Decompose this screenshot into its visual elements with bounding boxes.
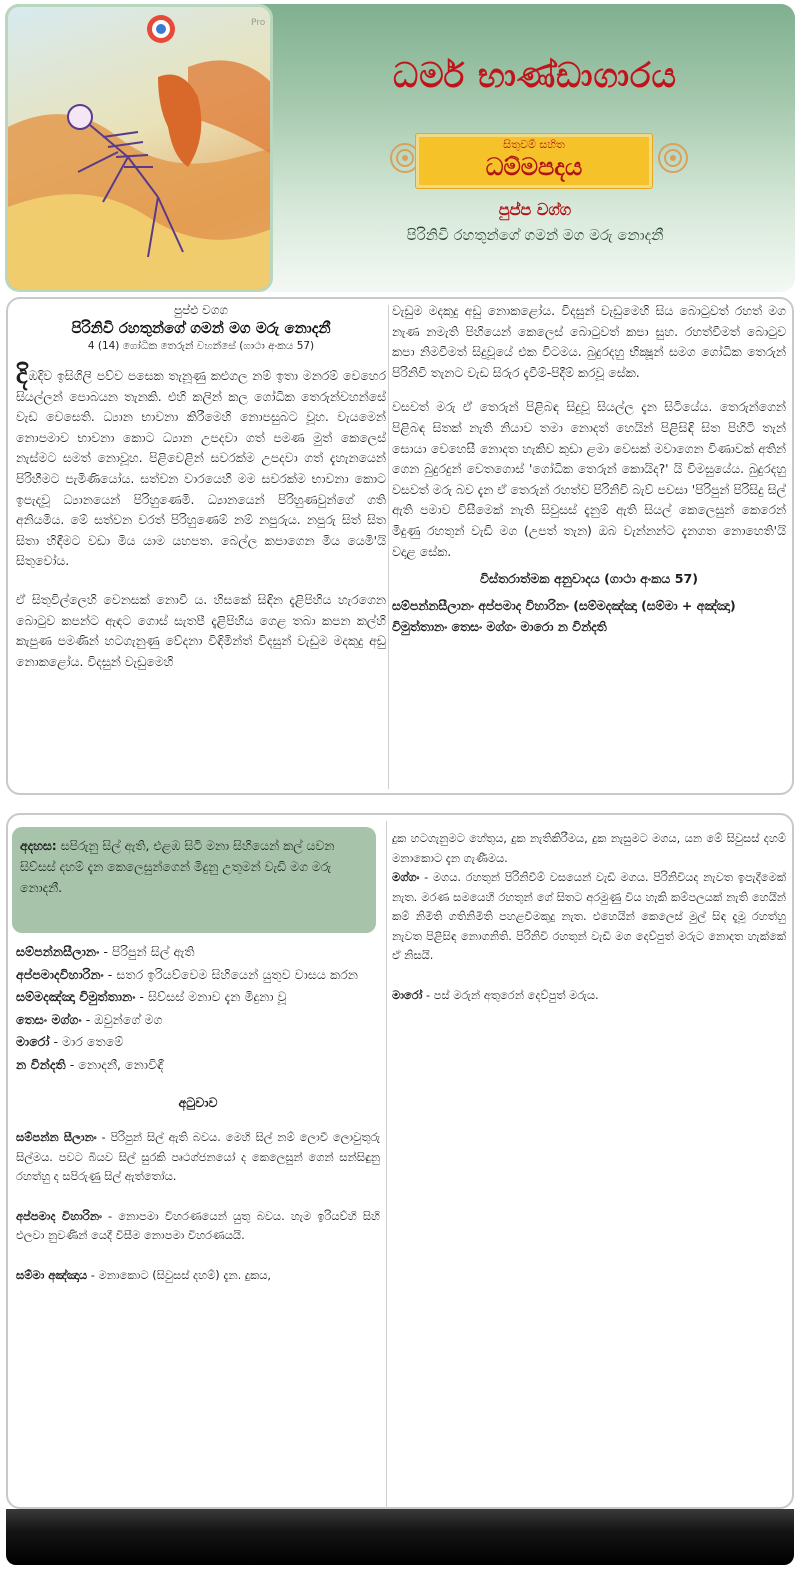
story-title: පිරිනිවි රහතුන්ගේ ගමන් මග මරු නොදනී: [71, 319, 331, 337]
illustration-art: [8, 7, 273, 292]
chapter-name: පුප්ප වග්ග: [498, 200, 572, 219]
page-footer-bar: [6, 1509, 794, 1565]
summary-text: [20, 835, 368, 898]
glossary-item: [16, 1009, 380, 1032]
glossary-item: [16, 964, 380, 987]
site-title: ධර්ම භාණ්ඩාගාරය: [393, 56, 677, 96]
glossary-meaning: - නොදනී, නොවිඳී: [69, 1056, 164, 1072]
story-reference: 4 (14) ගෝධික තෙරුන් වහන්සේ (ගාථා අංකය 57): [87, 340, 315, 352]
story-illustration: [5, 4, 273, 292]
page-header: [5, 4, 795, 292]
glossary-item: [16, 986, 380, 1009]
column-divider: [388, 305, 389, 789]
glossary-item: [16, 1031, 380, 1054]
illustration-mark: Pro: [251, 18, 266, 28]
commentary-item: [392, 868, 786, 966]
summary-box: [12, 827, 376, 933]
book-title-box: [416, 134, 652, 188]
commentary-item: [16, 1128, 380, 1187]
commentary-heading: අටුවාව: [178, 1095, 218, 1110]
commentary-right-column: [392, 829, 786, 1005]
glossary-term: සම්මදඤ්ඤා විමුත්තානං: [16, 989, 136, 1004]
commentary-text: - මගය. රහතුන් පිරිනිවීම් වසයෙන් වැඩි මගය. පිරිනිවියද නැවත ඉපැදීමෙක් නැත. මරණ සමයෙහි රහතුන් ගේ සිතට අරමුණු විය හැකි කම්පලයක් නැති හෙයින් කම් නිමිති ගතිනිමිති පහළවීමකුදු නැත. එහෙයින් කෙලෙස් මුල් සිඳ දැමූ රහත්හු නැවත පිළිසිඳ නොගනිති. පිරිනිවි රහතුන් වැඩි මග දෙව්පුත් මරුට නොදත හැක්කේ ඒ නිසයි.: [392, 870, 786, 962]
commentary-text: - මනාකොට (සිවුසස් දහම්) දැන. දුකය,: [90, 1267, 271, 1282]
commentary-panel: [6, 813, 794, 1509]
story-panel: [6, 297, 794, 795]
lotus-ornament-right-icon: [657, 142, 689, 174]
glossary-term: සම්පන්නසීලානං: [16, 944, 100, 959]
book-subtitle: සිතුවම් සහිත: [503, 138, 565, 151]
story-paragraph-text: ඹදිව ඉසිගිලි පව්ව පසෙක තැනූණු කළුගල නම් ඉතා මනරම් වෙහෙර සියල්ලන් පොබයන තැනකි. එහි කලින් කල ගෝධික තෙරුන්වහන්සේ වැඩ වෙසෙති. ධ්‍යාන භාවනා කිරීමෙහි නොපසුබට වූහ. වැයමෙන් නොපමාව භාවනා කොට ධ්‍යාන උපදවා ගත් පමණ මුත් කෙලෙස් නැස්මට සමත් නොවූහ. පිළිවෙළින් සවරක්ම උපදවා ගත් දැහැනයෙන් පිරිහීමට පැමිණියෝය. සත්වන වාරයෙහි මම සවරක්ම භාවනා කොට ඉපැදවූ ධ්‍යානයෙන් පිරිහුණෙමි. ධ්‍යානයෙන් පිරිහුණවුන්ගේ ගති අනියමිය. මේ සත්වන වරත් පිරිහුණෙම් නම් නපුරුය. නපුරු සිත් සිත සිතා හිඳීමට වඩා මිය යාම යහපත. බෙල්ල කපාගෙන මිය යෙමි'යි සිතුවෝය.: [16, 368, 386, 569]
pali-verse: සම්පන්නසීලානං අප්පමාද විහාරිනං (සම්මදඤ්ඤා (සම්මා + අඤ්ඤා) විමුත්තානං තෙසං මග්ගං මාරො න වින්දති: [392, 598, 736, 634]
story-paragraph: ඒ සිතුවිල්ලෙහි වෙනසක් නොවී ය. හිසකේ සිඳින දැළිපිහිය හැරගෙන බොටුව කපන්ට ඇඳට ගොස් සැතපී දැළිපිහිය ගෙළ තබා කපන කල්හි කැපුණ පමණින් හටගැනුණු වේදනා විඳිමින්ත් විදසුන් වැඩුම මදකුදු අඩු නොකළෝය. විදසුන් වැඩුමෙහි: [16, 591, 386, 669]
drop-cap: දි: [16, 360, 28, 390]
glossary-meaning: - සතර ඉරියව්වෙම සිහියෙන් යුතුව වාසය කරන: [107, 966, 359, 982]
summary-body: සපිරුනු සිල් ඇති, එළඹ සිටි මනා සිහියෙන් කල් යවන සිව්සස් දහම් දැන කෙලෙසුන්ගෙන් මිදුනු උතුමන් වැඩි මග මරු නොදනී.: [20, 838, 335, 895]
commentary-paragraph: දුක හටගැනුමට හේතුය, දුක නැතිකිරීමය, දුක නැසුමට මගය, යන මේ සිවුසස් දහම් මනාකොට දැන ගැණීමය.: [392, 831, 786, 865]
story-left-column: [16, 299, 386, 672]
glossary-item: [16, 941, 380, 964]
word-glossary: [16, 941, 380, 1076]
commentary-term: මාරෝ: [392, 987, 423, 1002]
glossary-item: [16, 1054, 380, 1077]
gloss-left-column: [16, 941, 380, 1285]
glossary-meaning: - පිරිපුන් සිල් ඇති: [103, 944, 195, 959]
commentary-text: - නොපමා විහරණයෙන් යුතු බවය. හැම ඉරියව්හි සිහි එලවා නුවණින් යෙදී විසීම නොපමා විහරණයයි.: [16, 1208, 381, 1242]
translation-heading: විස්තරාත්මක අනුවාදය (ගාථා අංකය 57): [479, 571, 699, 587]
commentary-item: [16, 1266, 380, 1286]
story-right-column: [392, 299, 786, 637]
glossary-meaning: - ඔවුන්ගේ මග: [85, 1011, 163, 1027]
story-paragraph: වැඩුම මදකුදු අඩු නොකළෝය. විදසුන් වැඩුමෙහි සිය බොටුවත් රහත් මග නැණ නමැති පිහියෙන් කෙලෙස් බොටුවත් කපා සුහ. රහත්වීමත් බොටුව කපා නිමවීමත් සිදුවූයේ එක විටමය. බුදුරදහු භික්‍ෂූන් සමග ගෝධික තෙරුන් පිරිනිවි තැනට වැඩ සිරුර දැවීම්-පිදීම් කරවූ සේක.: [392, 303, 786, 380]
commentary-term: සම්මා අඤ්ඤාය: [16, 1267, 88, 1282]
story-paragraph: [16, 360, 386, 572]
glossary-term: තෙසං මග්ගං: [16, 1011, 82, 1027]
commentary-text: - පස් මරුන් අතුරෙන් දෙව්පුත් මරුය.: [425, 987, 599, 1002]
glossary-meaning: - සිව්සස් මනාව දැන මිදුනා වූ: [139, 989, 287, 1004]
glossary-term: න වින්දති: [16, 1056, 66, 1072]
commentary-term: සම්පන්න සීලානං: [16, 1130, 97, 1144]
column-divider: [386, 821, 387, 1511]
commentary-term: මග්ගං: [392, 870, 420, 884]
book-title: ධම්මපදය: [485, 152, 583, 181]
glossary-meaning: - මාර තෙමේ: [53, 1034, 124, 1049]
glossary-term: අප්පමාදවිහාරිනං: [16, 966, 104, 982]
commentary-term: අප්පමාද විහාරිනං: [16, 1208, 102, 1223]
glossary-term: මාරෝ: [16, 1034, 50, 1049]
commentary-item: [16, 1207, 380, 1246]
verse-title: පිරිනිවි රහතුන්ගේ ගමන් මග මරු නොදනී: [406, 226, 664, 244]
commentary-text: - පිරිපුන් සිල් ඇති බවය. මෙහි සිල් නම් ලොවී ලොවුතුරු සිල්මය. පවට බියව සිල් සුරකි පෘථග්ජනයෝ ද කෙලෙසුන් ගෙන් සන්සිඳුනු රහත්හු ද සපිරුණු සිල් ඇත්තෝය.: [16, 1130, 381, 1183]
story-chapter-heading: පුප්ඵ වගග: [174, 303, 228, 317]
story-paragraph: වසවත් මරු ඒ තෙරුන් පිළිබඳ සිදුවූ සියල්ල දැන සිටියේය. තෙරුන්ගෙන් පිළිබඳ සිතක් නැති නියාව තමා නොදත් හෙයින් පිළිසිඳි සිත පිහිටි තැන් සොයා වෙහෙසී නොදත හැකිව කුඩා ළමා වෙසක් මවාගෙන විණාවක් අතින් ගෙන බුදුරදුන් වෙතගොස් 'ගෝධික තෙරුන් කොයිද?' යි විමසුයේය. බුදුරදහු වසවත් මරු බව දැන ඒ තෙරුන් රහත්ව පිරිනිවි බැව් පවසා 'පිරිපුන් පිරිසිදු සිල් ඇති පමාව විසීමෙක් නැති සිවුසස් දැනුම් ඇති සියල් කෙලෙසුන් කෙරෙන් මිදුණු රහතුන් වැඩි මග (උපත් තැන) ඔබ වැන්නන්ට දැනගත නොහෙති'යි වදාළ සේක.: [392, 399, 786, 559]
summary-label: අදහස:: [20, 838, 57, 853]
commentary-item: [392, 986, 786, 1006]
